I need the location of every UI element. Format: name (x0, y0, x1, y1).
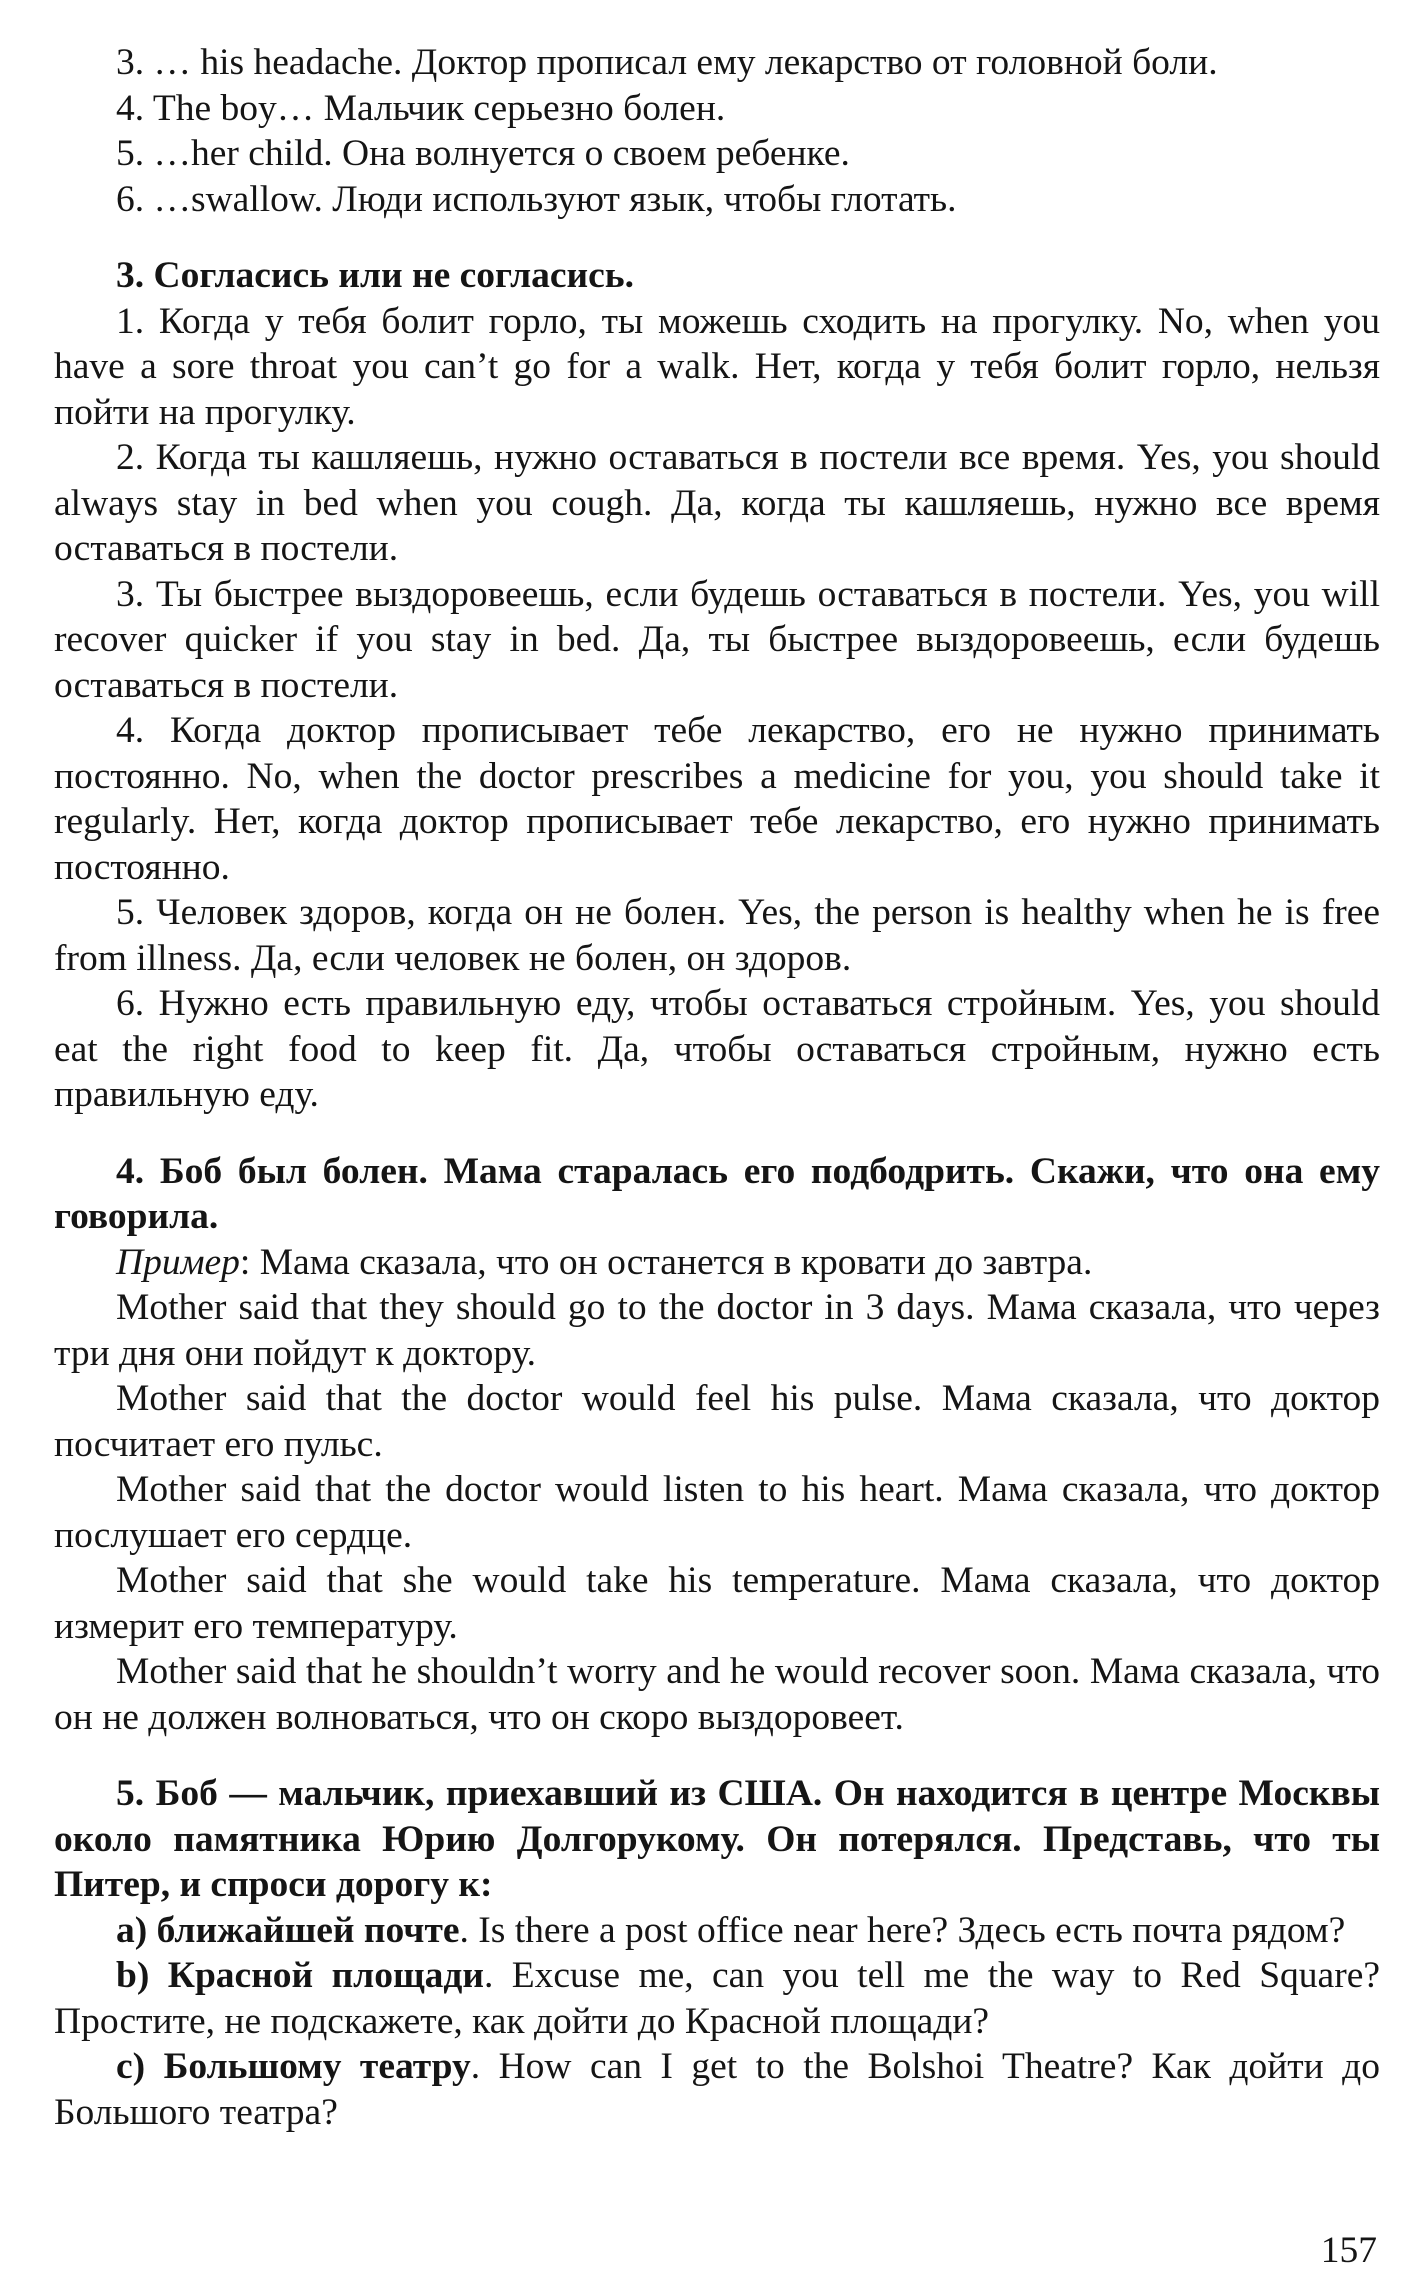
list-item: 5. …her child. Она волнуется о своем ребенке. (116, 133, 850, 174)
exercise-3-item: 2. Когда ты кашляешь, нужно оставаться в постели все время. Yes, you should always stay in bed when you cough. Да, когда ты кашляешь, нужно все время оставаться в постели. (54, 437, 1380, 569)
example-label: Пример (116, 1241, 240, 1283)
exercise-3-item: 5. Человек здоров, когда он не болен. Yes, the person is healthy when he is free from illness. Да, если человек не болен, он здоров. (54, 892, 1380, 979)
list-item: 4. The boy… Мальчик серьезно болен. (116, 87, 726, 129)
exercise-3-item: 3. Ты быстрее выздоровеешь, если будешь оставаться в постели. Yes, you will recover quicker if you stay in bed. Да, ты быстрее выздоровеешь, если будешь оставаться в постели. (54, 573, 1380, 706)
page-number: 157 (1320, 2230, 1377, 2271)
exercise-4-item: Mother said that the doctor would feel his pulse. Мама сказала, что доктор посчитает его пульс. (54, 1378, 1380, 1465)
exercise-4 (54, 1149, 1380, 1741)
exercise-5-item (54, 1953, 1380, 2044)
page-body (54, 40, 1380, 2135)
exercise-4-item: Mother said that they should go to the doctor in 3 days. Мама сказала, что через три дня они пойдут к доктору. (54, 1287, 1380, 1374)
exercise-4-item: Mother said that he shouldn’t worry and he would recover soon. Мама сказала, что он не должен волноваться, что он скоро выздоровеет. (54, 1651, 1380, 1738)
exercise-3-title: 3. Согласись или не согласись. (116, 255, 635, 296)
exercise-4-item: Mother said that she would take his temperature. Мама сказала, что доктор измерит его температуру. (54, 1560, 1380, 1647)
exercise-3-item: 6. Нужно есть правильную еду, чтобы оставаться стройным. Yes, you should eat the right food to keep fit. Да, чтобы оставаться стройным, нужно есть правильную еду. (54, 983, 1380, 1115)
exercise-3-item: 1. Когда у тебя болит горло, ты можешь сходить на прогулку. No, when you have a sore throat you can’t go for a walk. Нет, когда у тебя болит горло, нельзя пойти на прогулку. (54, 300, 1380, 433)
exercise-5-title: 5. Боб — мальчик, приехавший из США. Он находится в центре Москвы около памятника Юрию Долгорукому. Он потерялся. Представь, что ты Питер, и спроси дорогу к: (54, 1773, 1380, 1905)
exercise-3-item: 4. Когда доктор прописывает тебе лекарство, его не нужно принимать постоянно. No, when the doctor prescribes a medicine for you, you should take it regularly. Нет, когда доктор прописывает тебе лекарство, его нужно принимать постоянно. (54, 710, 1380, 888)
exercise-3 (54, 253, 1380, 1118)
item-label: a) ближайшей почте (116, 1909, 460, 1951)
list-item: 6. …swallow. Люди используют язык, чтобы глотать. (116, 178, 957, 220)
item-text: . Is there a post office near here? Здесь есть почта рядом? (459, 1909, 1346, 1951)
item-label: c) Большому театру (116, 2046, 471, 2087)
item-text: . Excuse me, can you tell me the way to Red Square? Простите, не подскажете, как дойти до Красной площади? (54, 1955, 1380, 2042)
item-text: . How can I get to the Bolshoi Theatre? Как дойти до Большого театра? (54, 2046, 1380, 2133)
exercise-4-item: Mother said that the doctor would listen to his heart. Мама сказала, что доктор послушает его сердце. (54, 1469, 1380, 1556)
exercise-5-item (54, 1908, 1380, 1954)
exercise-5-item (54, 2044, 1380, 2135)
example-text: : Мама сказала, что он останется в кровати до завтра. (239, 1241, 1093, 1283)
exercise-5 (54, 1771, 1380, 2135)
top-items (54, 40, 1380, 222)
exercise-4-title: 4. Боб был болен. Мама старалась его подбодрить. Скажи, что она ему говорила. (54, 1150, 1380, 1237)
item-label: b) Красной площади (116, 1955, 484, 1996)
exercise-4-example (54, 1240, 1380, 1286)
list-item: 3. … his headache. Доктор прописал ему лекарство от головной боли. (116, 42, 1218, 83)
